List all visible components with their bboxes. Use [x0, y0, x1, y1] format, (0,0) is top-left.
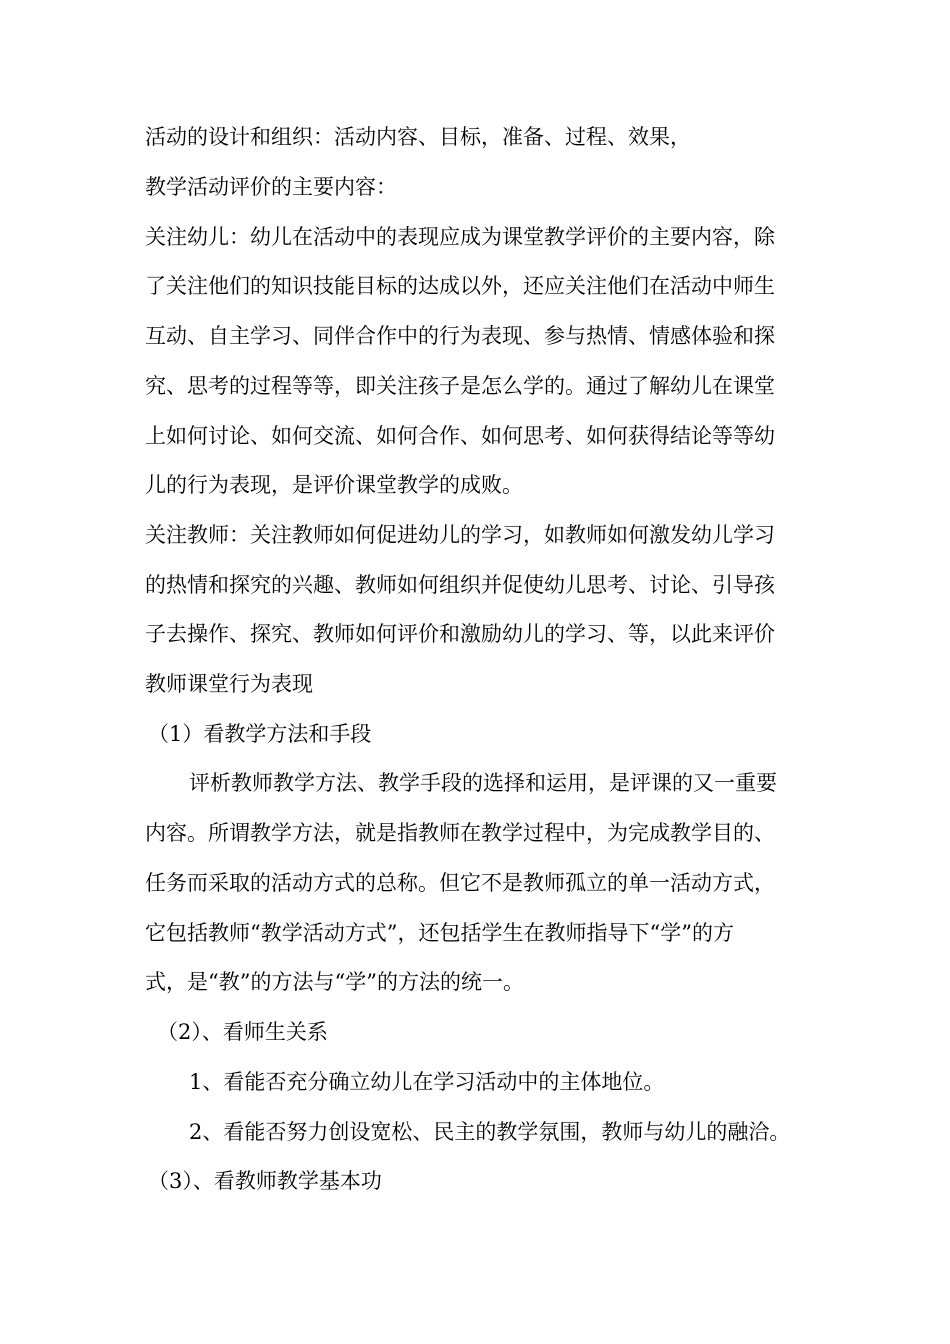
text-line: 究、思考的过程等等，即关注孩子是怎么学的。通过了解幼儿在课堂	[145, 374, 775, 398]
text-line: 儿的行为表现，是评价课堂教学的成败。	[145, 473, 523, 497]
section-heading: （1）看教学方法和手段	[148, 722, 372, 746]
text-line: 了关注他们的知识技能目标的达成以外，还应关注他们在活动中师生	[145, 274, 775, 298]
list-item: 2、看能否努力创设宽松、民主的教学氛围，教师与幼儿的融洽。	[189, 1120, 791, 1144]
text-line: 教学活动评价的主要内容：	[145, 175, 397, 199]
text-line: 它包括教师“教学活动方式”，还包括学生在教师指导下“学”的方	[145, 921, 734, 945]
text-line: 关注幼儿：幼儿在活动中的表现应成为课堂教学评价的主要内容，除	[145, 225, 775, 249]
text-line: 式，是“教”的方法与“学”的方法的统一。	[145, 970, 524, 994]
text-line: 上如何讨论、如何交流、如何合作、如何思考、如何获得结论等等幼	[145, 424, 775, 448]
list-item: 1、看能否充分确立幼儿在学习活动中的主体地位。	[189, 1070, 665, 1094]
text-line: 任务而采取的活动方式的总称。但它不是教师孤立的单一活动方式，	[145, 871, 775, 895]
section-heading: （3）、看教师教学基本功	[148, 1169, 382, 1193]
text-line: 教师课堂行为表现	[145, 672, 313, 696]
text-line: 关注教师：关注教师如何促进幼儿的学习，如教师如何激发幼儿学习	[145, 523, 775, 547]
text-line: 评析教师教学方法、教学手段的选择和运用，是评课的又一重要	[189, 771, 777, 795]
section-heading: （2）、看师生关系	[157, 1020, 328, 1044]
text-line: 活动的设计和组织：活动内容、目标，准备、过程、效果，	[145, 125, 691, 149]
text-line: 子去操作、探究、教师如何评价和激励幼儿的学习、等，以此来评价	[145, 622, 775, 646]
text-line: 互动、自主学习、同伴合作中的行为表现、参与热情、情感体验和探	[145, 324, 775, 348]
text-line: 内容。所谓教学方法，就是指教师在教学过程中，为完成教学目的、	[145, 821, 775, 845]
text-line: 的热情和探究的兴趣、教师如何组织并促使幼儿思考、讨论、引导孩	[145, 573, 775, 597]
